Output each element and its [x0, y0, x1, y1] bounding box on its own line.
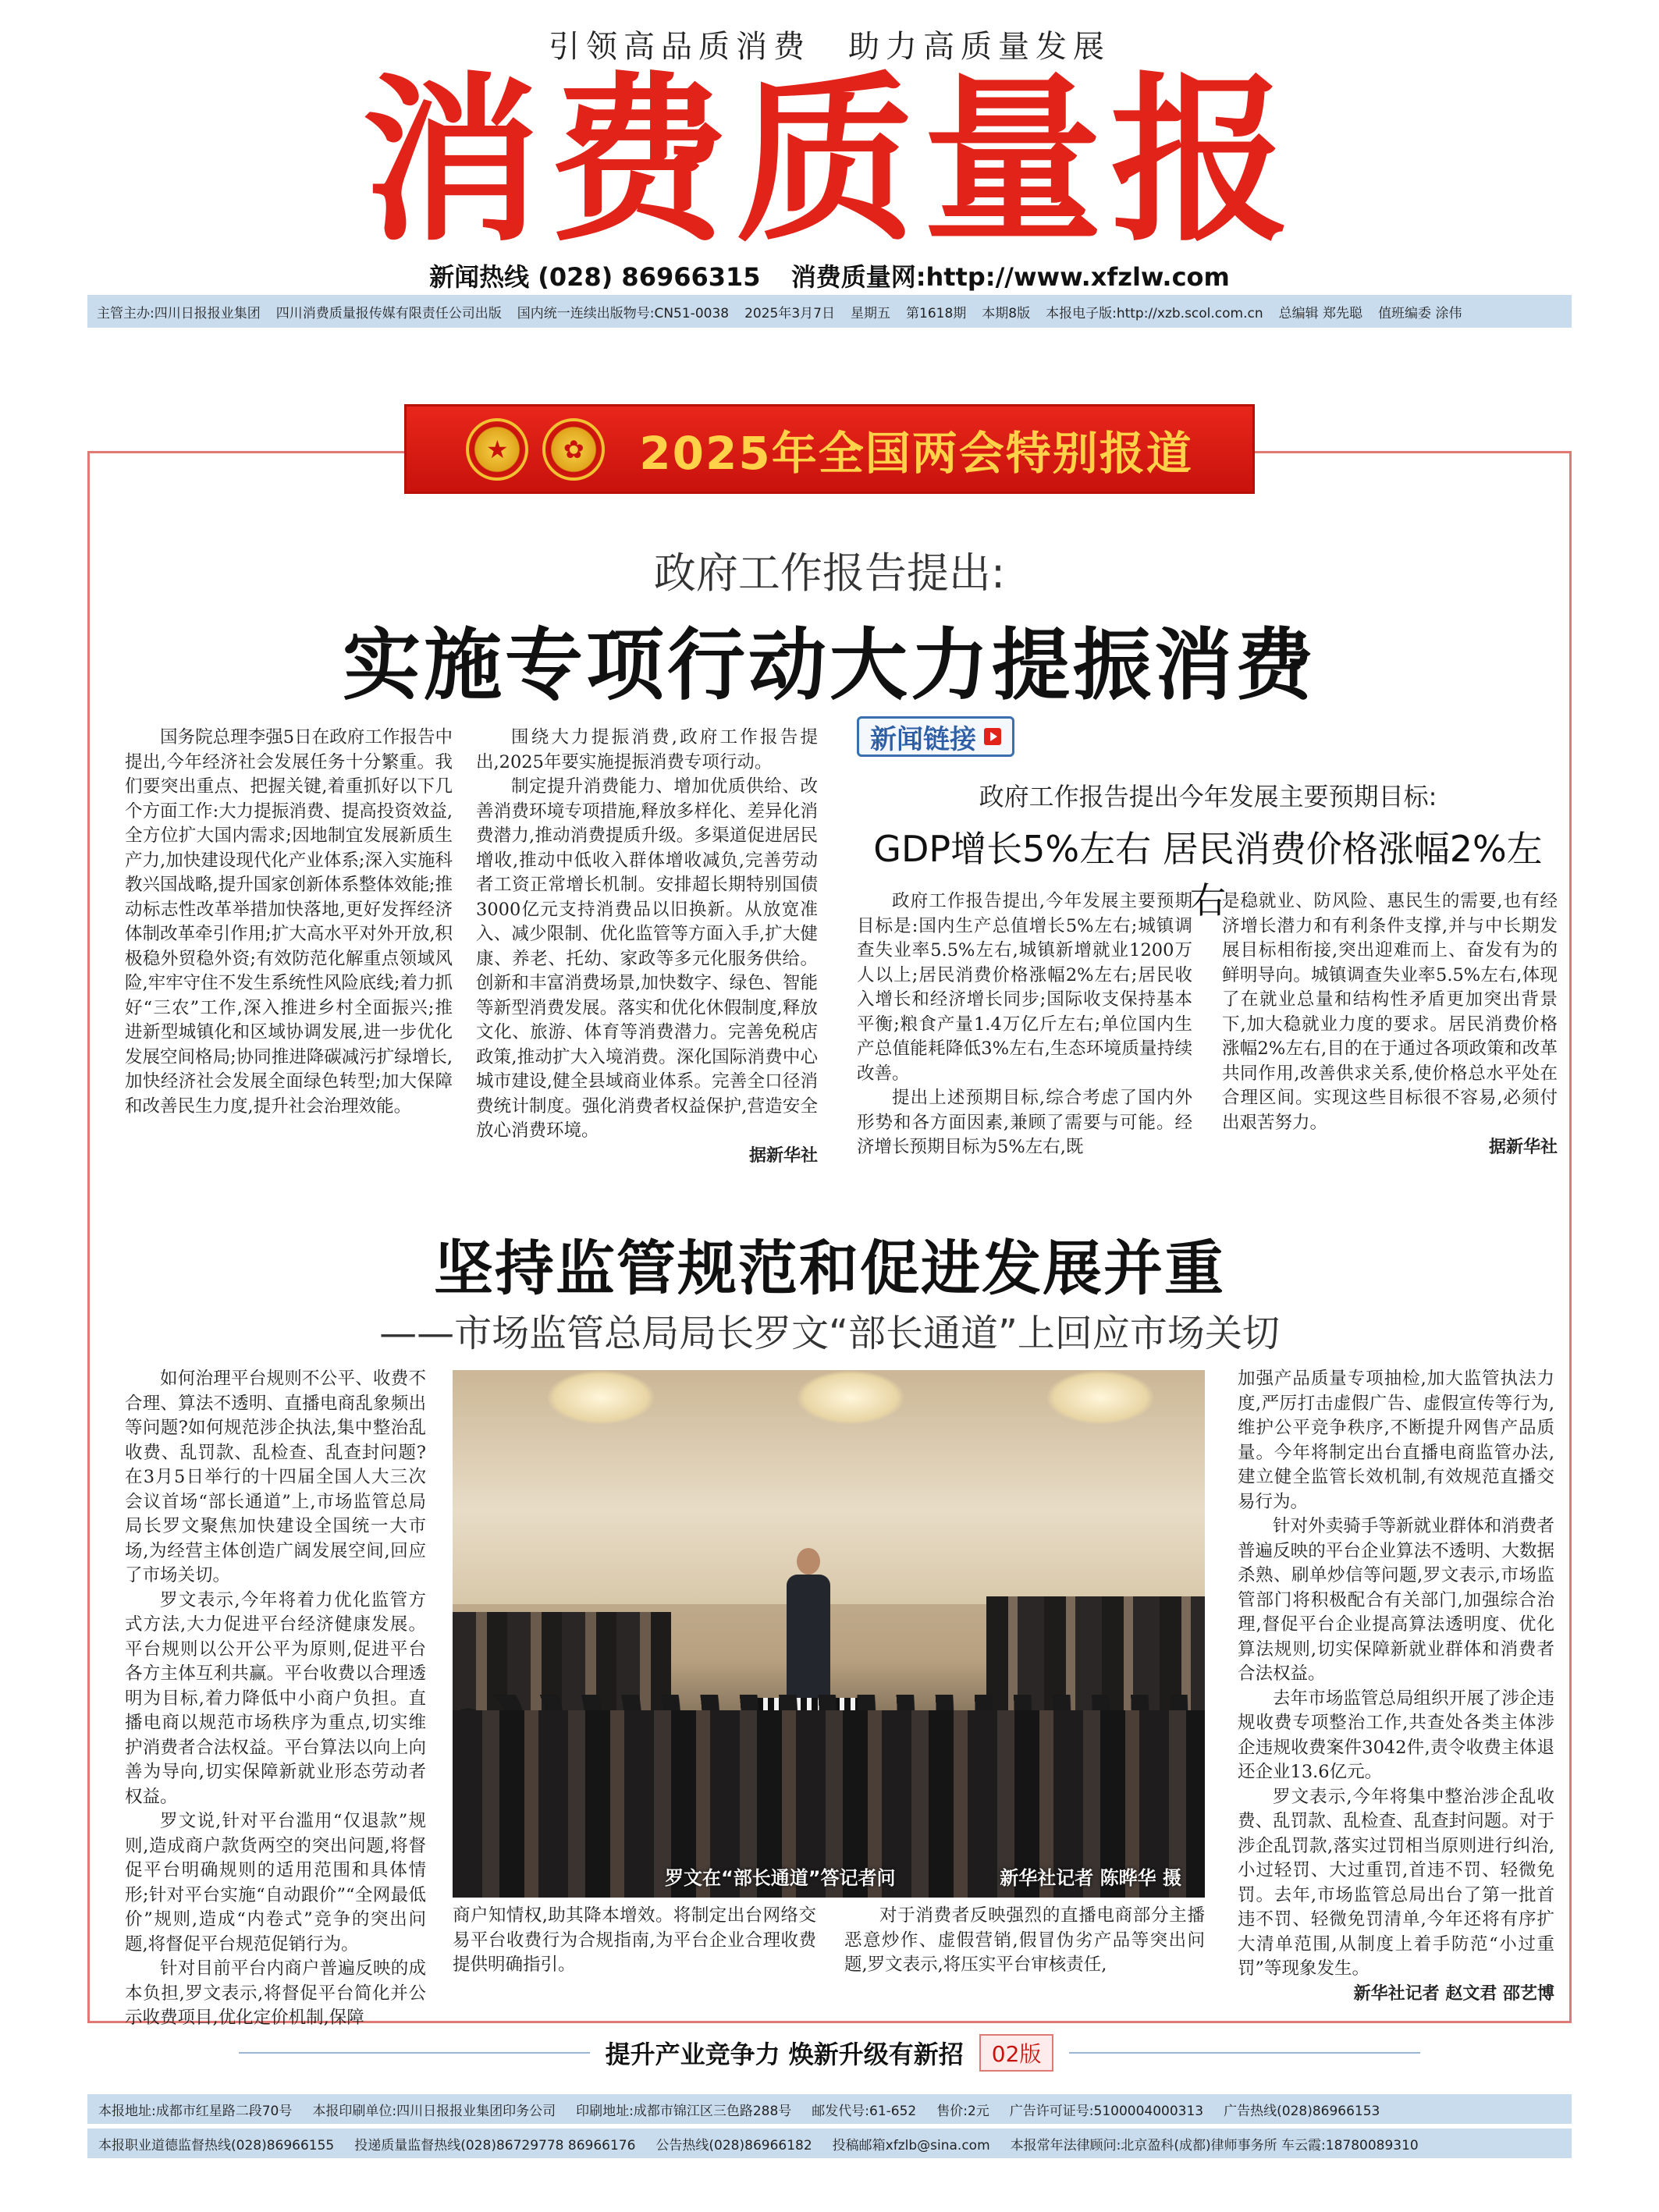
masthead: 消费质量报	[361, 58, 1298, 266]
chandelier	[796, 1370, 905, 1425]
paragraph: 围绕大力提振消费,政府工作报告提出,2025年要实施提振消费专项行动。	[476, 727, 818, 772]
speaker-body	[787, 1575, 830, 1704]
article2-column-left	[125, 1367, 426, 2031]
article2-credit: 新华社记者 赵文君 邵艺博	[1353, 1983, 1554, 2004]
article2-below-photo-right	[844, 1904, 1205, 1978]
footer-row-2	[87, 2129, 1572, 2158]
sidebar-kicker: 政府工作报告提出今年发展主要预期目标:	[979, 782, 1437, 811]
news-hotline: 新闻热线 (028) 86966315	[429, 262, 761, 292]
info-item: 四川消费质量报传媒有限责任公司出版	[275, 305, 502, 321]
info-item: 值班编委 涂伟	[1378, 305, 1462, 321]
sidebar-credit: 据新华社	[1488, 1138, 1558, 1157]
play-arrow-icon	[984, 728, 1001, 745]
teaser-text[interactable]: 提升产业竞争力 焕新升级有新招	[605, 2040, 964, 2069]
info-item[interactable]: 本报电子版:http://xzb.scol.com.cn	[1046, 305, 1263, 321]
publication-info-bar	[87, 295, 1572, 328]
cppcc-emblem-icon: ✿	[542, 418, 605, 481]
footer-item: 本报常年法律顾问:北京盈科(成都)律师事务所 车云霞:18780089310	[1010, 2137, 1419, 2153]
special-report-banner	[404, 404, 1255, 494]
article1-column-1	[125, 726, 453, 1119]
hotline-line	[0, 257, 1659, 293]
footer-item[interactable]: 投稿邮箱xfzlb@sina.com	[832, 2137, 990, 2153]
info-item: 本期8版	[982, 305, 1031, 321]
chandelier	[1046, 1370, 1155, 1425]
info-item: 主管主办:四川日报报业集团	[97, 305, 261, 321]
teaser-page[interactable]: 02版	[979, 2034, 1054, 2072]
slogan: 引领高品质消费 助力高质量发展	[549, 29, 1110, 65]
article1-column-2	[476, 726, 818, 1168]
article1-kicker: 政府工作报告提出:	[653, 549, 1006, 598]
paragraph: 对于消费者反映强烈的直播电商部分主播恶意炒作、虚假营销,假冒伪劣产品等突出问题,罗文表示,将压实平台审核责任,	[844, 1905, 1205, 1975]
paragraph: 罗文说,针对平台滥用“仅退款”规则,造成商户款货两空的突出问题,将督促平台明确规则的适用范围和具体情形;针对平台实施“自动跟价”“全网最低价”规则,造成“内卷式”竞争的突出问题,将督促平台规范促销行为。	[125, 1811, 426, 1955]
speaker-figure	[787, 1548, 830, 1704]
paragraph: 加强产品质量专项抽检,加大监管执法力度,严厉打击虚假广告、虚假宣传等行为,维护公平竞争秩序,不断提升网售产品质量。今年将制定出台直播电商监管办法,建立健全监管长效机制,有效规范直播交易行为。	[1238, 1369, 1554, 1512]
article2-below-photo-left	[453, 1904, 816, 1978]
info-item: 2025年3月7日	[744, 305, 835, 321]
paragraph: 针对目前平台内商户普遍反映的成本负担,罗文表示,将督促平台简化并公示收费项目,优化定价机制,保障	[125, 1958, 426, 2028]
divider	[1069, 2052, 1420, 2054]
news-link-tag	[857, 716, 1014, 757]
national-emblem-icon: ★	[466, 418, 528, 481]
news-photo	[453, 1370, 1205, 1898]
article2-column-right	[1238, 1367, 1554, 2006]
article2-headline: 坚持监管规范和促进发展并重	[434, 1234, 1225, 1303]
footer-item: 售价:2元	[936, 2103, 989, 2119]
banner-title: 2025年全国两会特别报道	[639, 426, 1193, 480]
photo-caption: 罗文在“部长通道”答记者问	[665, 1867, 896, 1889]
speaker-head	[797, 1548, 820, 1575]
footer-item: 邮发代号:61-652	[812, 2103, 917, 2119]
teaser-bar	[0, 2033, 1659, 2072]
footer-item: 公告热线(028)86966182	[655, 2137, 812, 2153]
website-link[interactable]: 消费质量网:http://www.xfzlw.com	[790, 262, 1230, 292]
info-item: 星期五	[851, 305, 890, 321]
sidebar-column-2	[1222, 889, 1558, 1160]
paragraph: 是稳就业、防风险、惠民生的需要,也有经济增长潜力和有利条件支撑,并与中长期发展目标相衔接,突出迎难而上、奋发有为的鲜明导向。城镇调查失业率5.5%左右,体现了在就业总量和结构性矛盾更加突出背景下,加大稳就业力度的要求。居民消费价格涨幅2%左右,目的在于通过各项政策和改革共同作用,改善供求关系,使价格总水平处在合理区间。实现这些目标很不容易,必须付出艰苦努力。	[1222, 891, 1558, 1133]
paragraph: 罗文表示,今年将集中整治涉企乱收费、乱罚款、乱检查、乱查封问题。对于涉企乱罚款,落实过罚相当原则进行纠治,小过轻罚、大过重罚,首违不罚、轻微免罚。去年,市场监管总局出台了第一批首违不罚、轻微免罚清单,今年还将有序扩大清单范围,从制度上着手防范“小过重罚”等现象发生。	[1238, 1786, 1554, 1979]
paragraph: 制定提升消费能力、增加优质供给、改善消费环境专项措施,释放多样化、差异化消费潜力,推动消费提质升级。多渠道促进居民增收,推动中低收入群体增收减负,完善劳动者工资正常增长机制。安排超长期特别国债3000亿元支持消费品以旧换新。从放宽准入、减少限制、优化监管等方面入手,扩大健康、养老、托幼、家政等多元化服务供给。创新和丰富消费场景,加快数字、绿色、智能等新型消费发展。落实和优化休假制度,释放文化、旅游、体育等消费潜力。完善免税店政策,推动扩大入境消费。深化国际消费中心城市建设,健全县域商业体系。完善全口径消费统计制度。强化消费者权益保护,营造安全放心消费环境。	[476, 776, 818, 1141]
photo-credit: 新华社记者 陈晔华 摄	[1000, 1867, 1181, 1889]
footer-item: 本报职业道德监督热线(028)86966155	[98, 2137, 335, 2153]
paragraph: 商户知情权,助其降本增效。将制定出台网络交易平台收费行为合规指南,为平台企业合理收费提供明确指引。	[453, 1905, 816, 1975]
paragraph: 去年市场监管总局组织开展了涉企违规收费专项整治工作,共查处各类主体涉企违规收费案件3042件,责令收费主体退还企业13.6亿元。	[1238, 1688, 1554, 1782]
tag-label: 新闻链接	[870, 723, 976, 755]
sidebar-headline: GDP增长5%左右 居民消费价格涨幅2%左右	[873, 828, 1543, 921]
footer-item: 广告许可证号:5100004000313	[1009, 2103, 1204, 2119]
chandelier	[546, 1370, 655, 1425]
paragraph: 国务院总理李强5日在政府工作报告中提出,今年经济社会发展任务十分繁重。我们要突出重点、把握关键,着重抓好以下几个方面工作:大力提振消费、提高投资效益,全方位扩大国内需求;因地制宜发展新质生产力,加快建设现代化产业体系;深入实施科教兴国战略,提升国家创新体系整体效能;推动标志性改革举措加快落地,更好发挥经济体制改革牵引作用;扩大高水平对外开放,积极稳外贸稳外资;有效防范化解重点领域风险,牢牢守住不发生系统性风险底线;着力抓好“三农”工作,深入推进乡村全面振兴;推进新型城镇化和区域协调发展,进一步优化发展空间格局;协同推进降碳减污扩绿增长,加快经济社会发展全面绿色转型;加大保障和改善民生力度,提升社会治理效能。	[125, 727, 453, 1117]
paragraph: 政府工作报告提出,今年发展主要预期目标是:国内生产总值增长5%左右;城镇调查失业率5.5%左右,城镇新增就业1200万人以上;居民消费价格涨幅2%左右;居民收入增长和经济增长同步;国际收支保持基本平衡;粮食产量1.4万亿斤左右;单位国内生产总值能耗降低3%左右,生态环境质量持续改善。	[857, 891, 1192, 1084]
article1-credit: 据新华社	[748, 1145, 818, 1166]
paragraph: 罗文表示,今年将着力优化监管方式方法,大力促进平台经济健康发展。平台规则以公开公平为原则,促进平台各方主体互利共赢。平台收费以合理透明为目标,着力降低中小商户负担。直播电商以规范市场秩序为重点,切实维护消费者合法权益。平台算法以向上向善为导向,切实保障新就业形态劳动者权益。	[125, 1589, 426, 1807]
footer-row-1	[87, 2094, 1572, 2124]
info-item: 国内统一连续出版物号:CN51-0038	[517, 305, 730, 321]
paragraph: 提出上述预期目标,综合考虑了国内外形势和各方面因素,兼顾了需要与可能。经济增长预期目标为5%左右,既	[857, 1088, 1192, 1157]
footer-item: 投递质量监督热线(028)86729778 86966176	[354, 2137, 636, 2153]
paragraph: 针对外卖骑手等新就业群体和消费者普遍反映的平台企业算法不透明、大数据杀熟、刷单炒信等问题,罗文表示,市场监管部门将积极配合有关部门,加强综合治理,督促平台企业提高算法透明度、优化算法规则,切实保障新就业群体和消费者合法权益。	[1238, 1516, 1554, 1684]
info-item: 总编辑 郑先聪	[1278, 305, 1363, 321]
article2-subhead: ——市场监管总局局长罗文“部长通道”上回应市场关切	[379, 1312, 1280, 1355]
footer-item: 印刷地址:成都市锦江区三色路288号	[576, 2103, 792, 2119]
sidebar-column-1	[857, 889, 1192, 1160]
footer-item: 本报印刷单位:四川日报报业集团印务公司	[312, 2103, 556, 2119]
article1-headline: 实施专项行动大力提振消费	[343, 620, 1316, 711]
footer-item: 本报地址:成都市红星路二段70号	[98, 2103, 293, 2119]
info-item: 第1618期	[906, 305, 967, 321]
paragraph: 如何治理平台规则不公平、收费不合理、算法不透明、直播电商乱象频出等问题?如何规范涉企执法,集中整治乱收费、乱罚款、乱检查、乱查封问题?在3月5日举行的十四届全国人大三次会议首场“部长通道”上,市场监管总局局长罗文聚焦加快建设全国统一大市场,为经营主体创造广阔发展空间,回应了市场关切。	[125, 1369, 426, 1585]
footer-item: 广告热线(028)86966153	[1224, 2103, 1380, 2119]
divider	[239, 2052, 590, 2054]
